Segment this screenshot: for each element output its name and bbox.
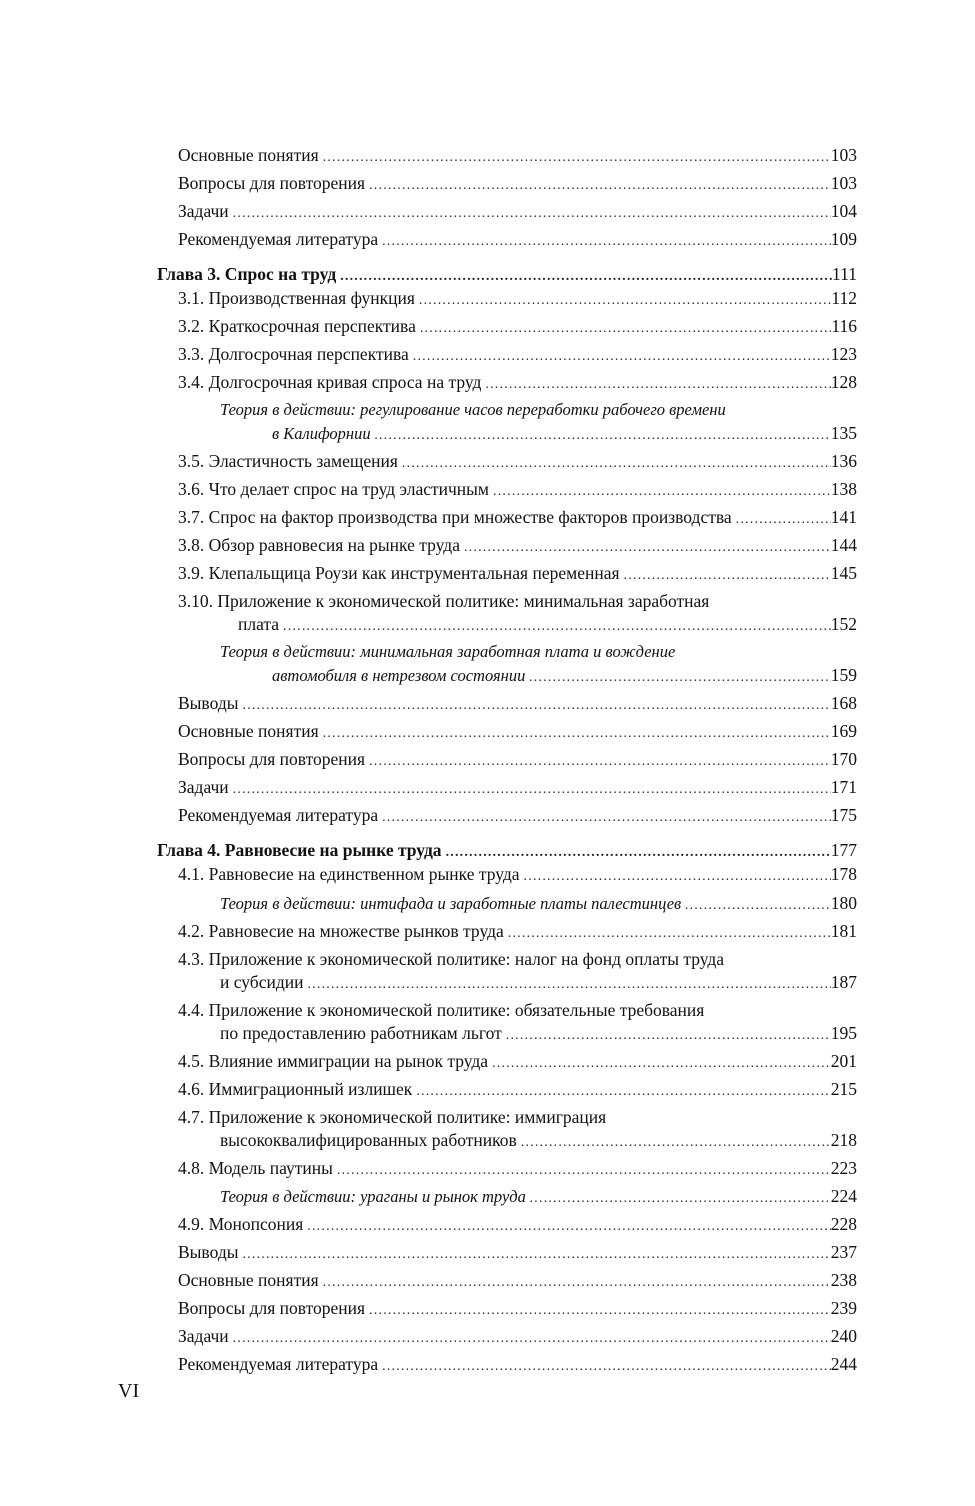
toc-entry[interactable] — [157, 691, 857, 716]
toc-entry-page: 244 — [830, 1354, 857, 1374]
leader-dots — [233, 201, 831, 224]
leader-dots — [530, 1186, 831, 1209]
toc-entry[interactable] — [157, 1240, 857, 1265]
section-4-3-line1[interactable]: 4.3. Приложение к экономической политике: налог на фонд оплаты труда — [178, 949, 725, 969]
leader-dots — [323, 721, 831, 744]
toc-entry-page: 103 — [830, 173, 857, 193]
table-of-contents — [157, 143, 857, 1377]
leader-dots — [446, 840, 831, 863]
page-number: VI — [118, 1380, 140, 1402]
leader-dots — [337, 1158, 831, 1181]
toc-entry-page: 171 — [830, 777, 857, 797]
toc-entry-title: Вопросы для повторения — [178, 1298, 366, 1318]
section-title: 3.7. Спрос на фактор производства при множестве факторов производства — [178, 507, 732, 527]
toc-entry[interactable] — [157, 1352, 857, 1377]
toc-entry-title: Основные понятия — [178, 721, 319, 741]
leader-dots — [382, 229, 831, 252]
toc-entry-title: Вопросы для повторения — [178, 173, 366, 193]
leader-dots — [369, 173, 831, 196]
theory-3-1[interactable] — [157, 421, 857, 446]
chapter-title: Глава 4. Равновесие на рынке труда — [157, 840, 442, 860]
toc-entry-page: 237 — [830, 1242, 857, 1262]
section-title: 3.4. Долгосрочная кривая спроса на труд — [178, 372, 482, 392]
theory-3-1-line1[interactable]: Теория в действии: регулирование часов переработки рабочего времени — [220, 400, 726, 419]
leader-dots — [382, 1354, 831, 1377]
section-page: 138 — [830, 479, 857, 499]
leader-dots — [485, 372, 830, 395]
toc-entry[interactable] — [157, 227, 857, 252]
section-title: 3.6. Что делает спрос на труд эластичным — [178, 479, 490, 499]
chapter-3-heading[interactable] — [157, 262, 857, 287]
leader-dots — [233, 777, 831, 800]
chapter-page: 177 — [830, 840, 857, 860]
toc-entry-title: Рекомендуемая литература — [178, 229, 379, 249]
theory-title: Теория в действии: интифада и заработные платы палестинцев — [220, 894, 682, 913]
section-3-7[interactable] — [157, 505, 857, 530]
toc-entry-title: Вопросы для повторения — [178, 749, 366, 769]
toc-entry-page: 238 — [830, 1270, 857, 1290]
section-page: 144 — [830, 535, 857, 555]
section-4-4-line1[interactable]: 4.4. Приложение к экономической политике: обязательные требования — [178, 1000, 705, 1020]
section-page: 128 — [830, 372, 857, 392]
section-title: 4.9. Монопсония — [178, 1214, 304, 1234]
toc-entry-page: 109 — [830, 229, 857, 249]
leader-dots — [402, 451, 831, 474]
section-4-3[interactable] — [157, 970, 857, 995]
leader-dots — [508, 921, 831, 944]
section-4-4[interactable] — [157, 1021, 857, 1046]
section-title: 3.8. Обзор равновесия на рынке труда — [178, 535, 460, 555]
section-page: 215 — [830, 1079, 857, 1099]
theory-page: 180 — [830, 893, 857, 913]
toc-entry[interactable] — [157, 1324, 857, 1349]
toc-entry-title: Рекомендуемая литература — [178, 1354, 379, 1374]
leader-dots — [624, 563, 831, 586]
section-title: 3.5. Эластичность замещения — [178, 451, 398, 471]
section-3-8[interactable] — [157, 533, 857, 558]
section-title-cont: по предоставлению работникам льгот — [220, 1023, 502, 1043]
chapter-page: 111 — [832, 264, 857, 284]
toc-entry-page: 168 — [830, 693, 857, 713]
theory-title: Теория в действии: ураганы и рынок труда — [220, 1187, 526, 1206]
leader-dots — [242, 693, 830, 716]
toc-entry[interactable] — [157, 1296, 857, 1321]
section-page: 223 — [830, 1158, 857, 1178]
section-4-9[interactable] — [157, 1212, 857, 1237]
toc-entry-page: 103 — [830, 145, 857, 165]
leader-dots — [521, 1130, 831, 1153]
leader-dots — [464, 535, 831, 558]
theory-3-2-line1[interactable]: Теория в действии: минимальная заработная плата и вождение — [220, 642, 676, 661]
leader-dots — [416, 1079, 830, 1102]
theory-title-cont: в Калифорнии — [272, 424, 371, 443]
toc-entry-page: 170 — [830, 749, 857, 769]
theory-4-1[interactable] — [157, 891, 857, 916]
section-title-cont: и субсидии — [220, 972, 304, 992]
toc-entry-page: 169 — [830, 721, 857, 741]
section-title: 4.1. Равновесие на единственном рынке труда — [178, 864, 520, 884]
section-4-8[interactable] — [157, 1156, 857, 1181]
section-title: 3.9. Клепальщица Роузи как инструментальная переменная — [178, 563, 620, 583]
leader-dots — [419, 288, 831, 311]
leader-dots — [413, 344, 831, 367]
toc-entry[interactable] — [157, 171, 857, 196]
chapter-4-heading[interactable] — [157, 838, 857, 863]
section-4-5[interactable] — [157, 1049, 857, 1074]
theory-3-2[interactable] — [157, 663, 857, 688]
leader-dots — [283, 614, 831, 637]
section-title: 3.3. Долгосрочная перспектива — [178, 344, 409, 364]
section-page: 201 — [830, 1051, 857, 1071]
section-title-cont: высококвалифицированных работников — [220, 1130, 517, 1150]
section-4-7[interactable] — [157, 1128, 857, 1153]
toc-entry[interactable] — [157, 775, 857, 800]
section-page: 136 — [830, 451, 857, 471]
leader-dots — [323, 1270, 831, 1293]
leader-dots — [420, 316, 832, 339]
toc-entry-title: Основные понятия — [178, 145, 319, 165]
section-3-2[interactable] — [157, 314, 857, 339]
leader-dots — [382, 805, 831, 828]
toc-entry-page: 104 — [830, 201, 857, 221]
leader-dots — [506, 1023, 831, 1046]
section-3-5[interactable] — [157, 449, 857, 474]
leader-dots — [323, 145, 831, 168]
section-page: 195 — [830, 1023, 857, 1043]
section-title: 4.5. Влияние иммиграции на рынок труда — [178, 1051, 489, 1071]
theory-page: 159 — [830, 665, 857, 685]
leader-dots — [685, 893, 831, 916]
section-page: 145 — [830, 563, 857, 583]
toc-entry-page: 240 — [830, 1326, 857, 1346]
leader-dots — [524, 864, 831, 887]
section-title: 4.6. Иммиграционный излишек — [178, 1079, 413, 1099]
section-title: 4.8. Модель паутины — [178, 1158, 333, 1178]
leader-dots — [736, 507, 831, 530]
toc-entry[interactable] — [157, 719, 857, 744]
section-page: 152 — [830, 614, 857, 634]
toc-entry-title: Основные понятия — [178, 1270, 319, 1290]
section-title: 3.2. Краткосрочная перспектива — [178, 316, 416, 336]
section-4-6[interactable] — [157, 1077, 857, 1102]
leader-dots — [307, 1214, 830, 1237]
section-3-6[interactable] — [157, 477, 857, 502]
toc-entry-title: Задачи — [178, 777, 229, 797]
section-3-10-line1[interactable]: 3.10. Приложение к экономической политике: минимальная заработная — [178, 591, 710, 611]
section-page: 123 — [830, 344, 857, 364]
section-page: 218 — [830, 1130, 857, 1150]
theory-page: 135 — [830, 423, 857, 443]
section-page: 112 — [831, 288, 857, 308]
section-3-1[interactable] — [157, 286, 857, 311]
section-page: 116 — [831, 316, 857, 336]
toc-entry[interactable] — [157, 803, 857, 828]
section-3-9[interactable] — [157, 561, 857, 586]
section-3-3[interactable] — [157, 342, 857, 367]
toc-entry[interactable] — [157, 143, 857, 168]
leader-dots — [369, 1298, 831, 1321]
section-title-cont: плата — [238, 614, 280, 634]
toc-entry-title: Задачи — [178, 201, 229, 221]
leader-dots — [375, 423, 831, 446]
leader-dots — [242, 1242, 830, 1265]
theory-page: 224 — [830, 1186, 857, 1206]
leader-dots — [492, 1051, 831, 1074]
toc-entry-title: Выводы — [178, 1242, 239, 1262]
theory-4-2[interactable] — [157, 1184, 857, 1209]
leader-dots — [307, 972, 830, 995]
section-title: 4.2. Равновесие на множестве рынков труда — [178, 921, 504, 941]
leader-dots — [233, 1326, 831, 1349]
toc-entry-title: Выводы — [178, 693, 239, 713]
chapter-title: Глава 3. Спрос на труд — [157, 264, 337, 284]
toc-entry-page: 239 — [830, 1298, 857, 1318]
toc-entry-title: Рекомендуемая литература — [178, 805, 379, 825]
leader-dots — [369, 749, 831, 772]
toc-entry[interactable] — [157, 199, 857, 224]
toc-entry-title: Задачи — [178, 1326, 229, 1346]
section-3-4[interactable] — [157, 370, 857, 395]
section-page: 187 — [830, 972, 857, 992]
toc-entry[interactable] — [157, 747, 857, 772]
toc-entry[interactable] — [157, 1268, 857, 1293]
section-page: 181 — [830, 921, 857, 941]
section-page: 178 — [830, 864, 857, 884]
section-4-1[interactable] — [157, 862, 857, 887]
theory-title-cont: автомобиля в нетрезвом состоянии — [272, 666, 526, 685]
toc-entry-page: 175 — [830, 805, 857, 825]
leader-dots — [340, 264, 832, 287]
leader-dots — [529, 665, 830, 688]
leader-dots — [493, 479, 831, 502]
section-page: 228 — [830, 1214, 857, 1234]
section-page: 141 — [830, 507, 857, 527]
section-4-7-line1[interactable]: 4.7. Приложение к экономической политике: иммиграция — [178, 1107, 607, 1127]
section-3-10[interactable] — [157, 612, 857, 637]
section-4-2[interactable] — [157, 919, 857, 944]
section-title: 3.1. Производственная функция — [178, 288, 415, 308]
